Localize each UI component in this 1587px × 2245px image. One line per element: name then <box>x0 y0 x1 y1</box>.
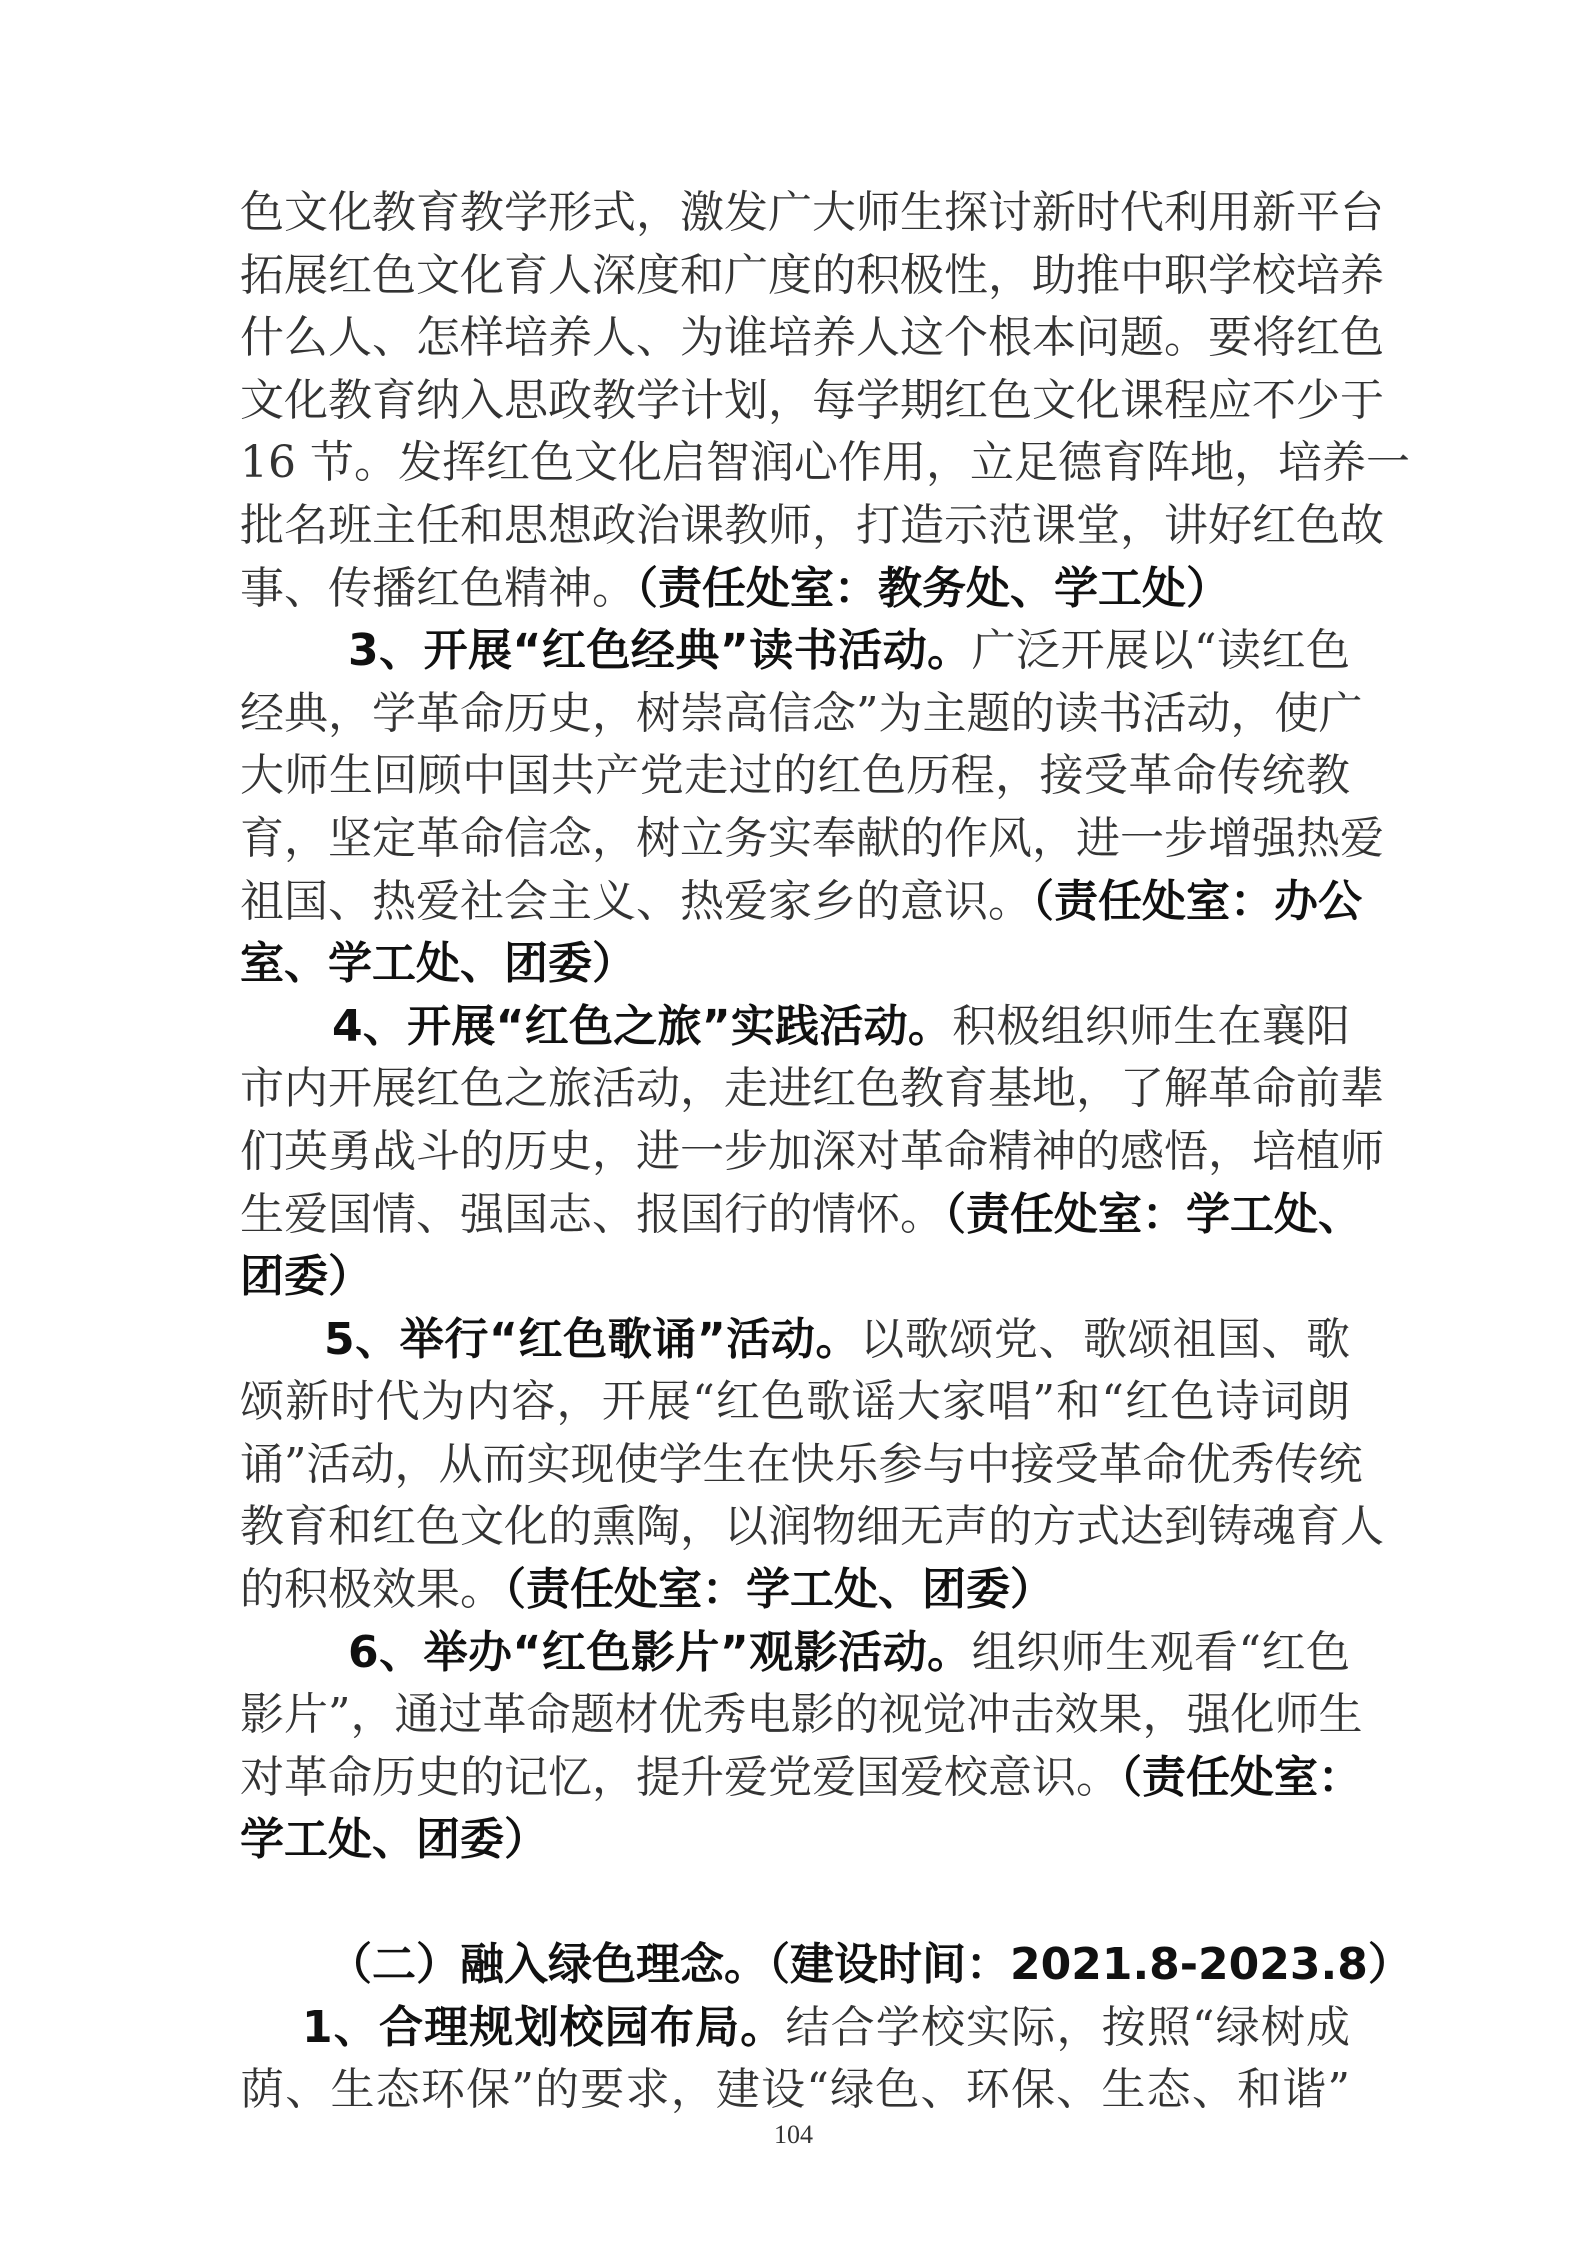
text-line: 批名班主任和思想政治课教师，打造示范课堂，讲好红色故 <box>240 499 1384 551</box>
item-heading: 4、开展“红色之旅”实践活动。 <box>332 1000 953 1052</box>
text-line <box>240 1747 1362 1810</box>
text-line: 经典，学革命历史，树崇高信念”为主题的读书活动，使广 <box>240 687 1363 739</box>
text-line: 16 节。发挥红色文化启智润心作用，立足德育阵地，培养一 <box>240 437 1410 489</box>
text-line <box>240 996 1350 1059</box>
text-line <box>240 1622 1350 1685</box>
paragraph-campus-layout <box>240 1997 1350 2122</box>
text-line <box>240 1184 1362 1247</box>
text-line: 什么人、怎样培养人、为谁培养人这个根本问题。要将红色 <box>240 312 1384 364</box>
responsibility-note: （责任处室：办公 <box>1032 875 1362 927</box>
page-number: 104 <box>774 2120 813 2149</box>
text-fragment: 积极组织师生在襄阳 <box>952 1000 1351 1052</box>
paragraph-red-culture-teaching <box>240 182 1410 620</box>
responsibility-note: 学工处、团委） <box>240 1814 548 1866</box>
text-line: 颂新时代为内容，开展“红色歌谣大家唱”和“红色诗词朗 <box>240 1376 1350 1428</box>
text-fragment: 的积极效果。 <box>240 1564 504 1616</box>
text-line: 大师生回顾中国共产党走过的红色历程，接受革命传统教 <box>240 750 1350 802</box>
text-line <box>240 558 1350 621</box>
text-line: 荫、生态环保”的要求，建设“绿色、环保、生态、和谐” <box>240 2064 1350 2116</box>
responsibility-note: （责任处室：学工处、 <box>944 1188 1362 1240</box>
text-fragment: 组织师生观看“红色 <box>971 1626 1350 1678</box>
responsibility-note: （责任处室： <box>1120 1751 1362 1803</box>
paragraph-red-songs <box>240 1309 1384 1622</box>
text-fragment: 结合学校实际，按照“绿树成 <box>785 2001 1350 2053</box>
text-line: 们英勇战斗的历史，进一步加深对革命精神的感悟，培植师 <box>240 1125 1384 1177</box>
document-body <box>240 182 1412 2122</box>
paragraph-reading-activity <box>240 620 1384 996</box>
responsibility-note: （责任处室：学工处、团委） <box>504 1564 1054 1616</box>
text-fragment: 祖国、热爱社会主义、热爱家乡的意识。 <box>240 875 1032 927</box>
text-line <box>240 1997 1350 2060</box>
item-heading: 3、开展“红色经典”读书活动。 <box>348 625 972 677</box>
text-line: 影片”，通过革命题材优秀电影的视觉冲击效果，强化师生 <box>240 1689 1363 1741</box>
text-line <box>240 871 1362 934</box>
text-fragment: 以歌颂党、歌颂祖国、歌 <box>860 1313 1350 1365</box>
text-line: 文化教育纳入思政教学计划，每学期红色文化课程应不少于 <box>240 374 1384 426</box>
text-line: 市内开展红色之旅活动，走进红色教育基地，了解革命前辈 <box>240 1063 1384 1115</box>
text-line: 教育和红色文化的熏陶，以润物细无声的方式达到铸魂育人 <box>240 1501 1384 1553</box>
responsibility-note: （责任处室：教务处、学工处） <box>636 562 1230 614</box>
text-line: 育，坚定革命信念，树立务实奉献的作风，进一步增强热爱 <box>240 812 1384 864</box>
text-line <box>240 620 1350 683</box>
text-fragment: 事、传播红色精神。 <box>240 562 636 614</box>
item-heading: 1、合理规划校园布局。 <box>302 2001 786 2053</box>
text-line: 色文化教育教学形式，激发广大师生探讨新时代利用新平台 <box>240 187 1384 238</box>
text-line: 拓展红色文化育人深度和广度的积极性，助推中职学校培养 <box>240 249 1384 301</box>
text-fragment: 广泛开展以“读红色 <box>971 625 1350 677</box>
text-line <box>240 1559 1350 1622</box>
responsibility-note: 团委） <box>240 1251 372 1303</box>
text-line: 诵”活动，从而实现使学生在快乐参与中接受革命优秀传统 <box>240 1438 1363 1490</box>
text-fragment: 对革命历史的记忆，提升爱党爱国爱校意识。 <box>240 1751 1120 1803</box>
item-heading: 5、举行“红色歌诵”活动。 <box>324 1313 861 1365</box>
paragraph-red-films <box>240 1622 1363 1872</box>
section-heading: （二）融入绿色理念。（建设时间：2021.8-2023.8） <box>328 1939 1412 1991</box>
text-fragment: 生爱国情、强国志、报国行的情怀。 <box>240 1188 944 1240</box>
responsibility-note: 室、学工处、团委） <box>240 938 636 990</box>
paragraph-red-tour <box>240 996 1384 1309</box>
text-line <box>240 1309 1350 1372</box>
section-gap <box>240 1872 1350 1934</box>
item-heading: 6、举办“红色影片”观影活动。 <box>348 1626 972 1678</box>
